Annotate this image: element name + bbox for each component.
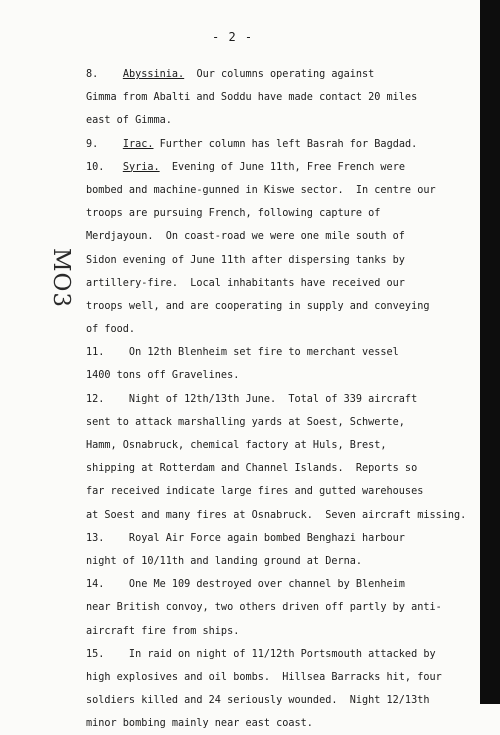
paragraph-10-line-2: bombed and machine-gunned in Kiswe sector. In centre our: [86, 184, 436, 196]
paragraph-number: 9.: [86, 138, 99, 150]
paragraph-12-line-6: at Soest and many fires at Osnabruck. Seven aircraft missing.: [86, 509, 467, 521]
paragraph-12-line-1: 12. Night of 12th/13th June. Total of 339 aircraft: [86, 393, 418, 405]
document-body: [86, 63, 472, 735]
paragraph-15-line-3: soldiers killed and 24 seriously wounded. Night 12/13th: [86, 695, 430, 707]
paragraph-10-line-4: Merdjayoun. On coast-road we were one mile south of: [86, 231, 405, 243]
paragraph-11-line-1: 11. On 12th Blenheim set fire to merchant vessel: [86, 347, 399, 359]
paragraph-12-line-5: far received indicate large fires and gutted warehouses: [86, 486, 424, 498]
line-text: Our columns operating against: [184, 69, 375, 80]
paragraph-14-line-3: aircraft fire from ships.: [86, 625, 240, 637]
paragraph-10-line-1: [86, 156, 472, 179]
paragraph-number: 10.: [86, 161, 105, 173]
paragraph-number: 8.: [86, 69, 99, 80]
scan-edge-bar: [480, 0, 500, 704]
paragraph-8-line-1: [86, 63, 472, 86]
paragraph-8-line-2: Gimma from Abalti and Soddu have made contact 20 miles: [86, 92, 418, 104]
paragraph-heading: Irac.: [122, 138, 154, 150]
paragraph-12-line-2: sent to attack marshalling yards at Soest, Schwerte,: [86, 416, 405, 428]
paragraph-14-line-2: near British convoy, two others driven off partly by anti-: [86, 602, 442, 614]
paragraph-10-line-3: troops are pursuing French, following capture of: [86, 208, 381, 220]
paragraph-12-line-3: Hamm, Osnabruck, chemical factory at Huls, Brest,: [86, 440, 387, 451]
paragraph-9-line-1: [86, 133, 472, 156]
page-number: - 2 -: [212, 30, 254, 44]
paragraph-15-line-2: high explosives and oil bombs. Hillsea Barracks hit, four: [86, 671, 442, 683]
paragraph-15-line-4: minor bombing mainly near east coast.: [86, 718, 313, 730]
paragraph-10-line-7: troops well, and are cooperating in supply and conveying: [86, 300, 430, 312]
paragraph-15-line-1: 15. In raid on night of 11/12th Portsmouth attacked by: [86, 648, 436, 660]
paragraph-10-line-5: Sidon evening of June 11th after dispersing tanks by: [86, 254, 405, 266]
paragraph-11-line-2: 1400 tons off Gravelines.: [86, 370, 240, 382]
line-text: Further column has left Basrah for Bagdad.: [153, 138, 418, 150]
paragraph-12-line-4: shipping at Rotterdam and Channel Islands. Reports so: [86, 463, 418, 475]
paragraph-10-line-8: of food.: [86, 324, 136, 336]
paragraph-8-line-3: east of Gimma.: [86, 115, 172, 127]
paragraph-heading: Syria.: [122, 161, 160, 173]
paragraph-10-line-6: artillery-fire. Local inhabitants have received our: [86, 277, 405, 289]
handwritten-margin-note: MO3: [48, 247, 75, 309]
paragraph-heading: Abyssinia.: [122, 69, 185, 80]
paragraph-13-line-2: night of 10/11th and landing ground at Derna.: [86, 555, 363, 567]
paragraph-13-line-1: 13. Royal Air Force again bombed Benghazi harbour: [86, 532, 405, 544]
paragraph-14-line-1: 14. One Me 109 destroyed over channel by Blenheim: [86, 579, 405, 591]
line-text: Evening of June 11th, Free French were: [159, 161, 405, 173]
